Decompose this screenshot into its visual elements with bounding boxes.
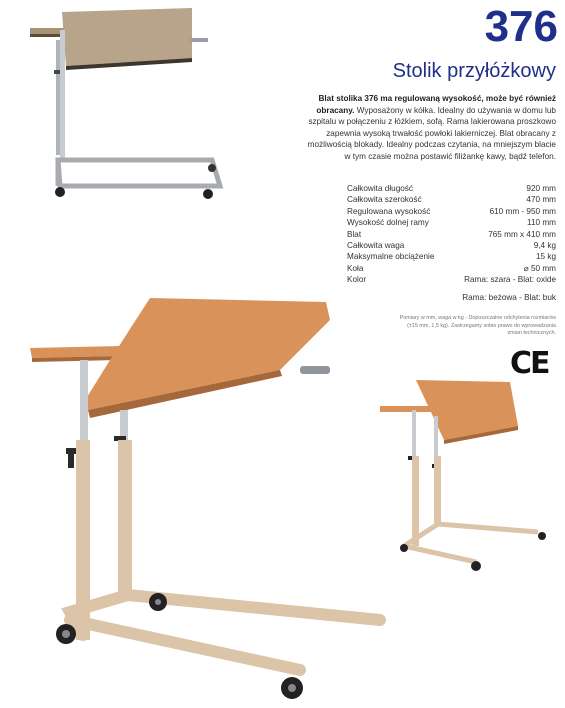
description-lead: Blat stolika 376 ma regulowaną wysokość, może być również obracany. [316, 94, 556, 115]
spec-label: Wysokość dolnej ramy [347, 218, 429, 228]
spec-label: Całkowita szerokość [347, 195, 422, 205]
spec-row [347, 240, 556, 251]
spec-row [347, 263, 556, 274]
spec-value: 15 kg [535, 252, 556, 262]
spec-label: Maksymalne obciążenie [347, 252, 435, 262]
spec-value: 110 mm [527, 218, 556, 228]
spec-value: Rama: szara - Blat: oxide [464, 275, 556, 285]
ce-mark: CE [510, 346, 549, 381]
spec-value: 610 mm - 950 mm [489, 206, 556, 216]
product-number: 376 [484, 2, 558, 51]
spec-label: Blat [347, 229, 362, 239]
spec-color-extra: Rama: beżowa - Blat: buk [462, 293, 556, 302]
spec-value: ⌀ 50 mm [523, 263, 556, 273]
spec-table [347, 183, 556, 286]
spec-label: Regulowana wysokość [347, 206, 431, 216]
product-description [300, 93, 556, 163]
spec-value: 765 mm x 410 mm [488, 229, 556, 239]
spec-value: 470 mm [526, 195, 556, 205]
product-photo-grey [0, 0, 300, 210]
product-photo-beige-large [0, 290, 340, 708]
spec-label: Całkowita długość [347, 184, 413, 193]
description-body: Wyposażony w kółka. Idealny do używania w domu lub szpitalu w połączeniu z łóżkiem, sofą. Rama lakierowana proszkowo zapewnia wysoką trwałość powłoki lakierniczej. Blat obracany z możliwością blokady. Idealny podczas czytania, na mniejszym blacie w tym czasie można postawić filiżankę kawy, bądź telefon. [307, 105, 556, 161]
product-title: Stolik przyłóżkowy [392, 60, 556, 82]
spec-value: 9,4 kg [533, 241, 556, 251]
spec-row [347, 183, 556, 194]
spec-row [347, 194, 556, 205]
spec-value: 920 mm [526, 184, 556, 193]
spec-row [347, 229, 556, 240]
disclaimer-note: Pomiary w mm, waga w kg - Dopuszczalne odchylenia rozmiarów (±15 mm, 1,5 kg). Zastrzegamy sobie prawo do wprowadzania zmian technicznych. [399, 315, 556, 337]
spec-row [347, 206, 556, 217]
spec-label: Całkowita waga [347, 241, 405, 251]
spec-row [347, 274, 556, 285]
spec-row [347, 217, 556, 228]
spec-label: Koła [347, 263, 364, 273]
product-photo-beige-small [378, 376, 550, 576]
spec-label: Kolor [347, 275, 367, 285]
spec-row [347, 251, 556, 262]
